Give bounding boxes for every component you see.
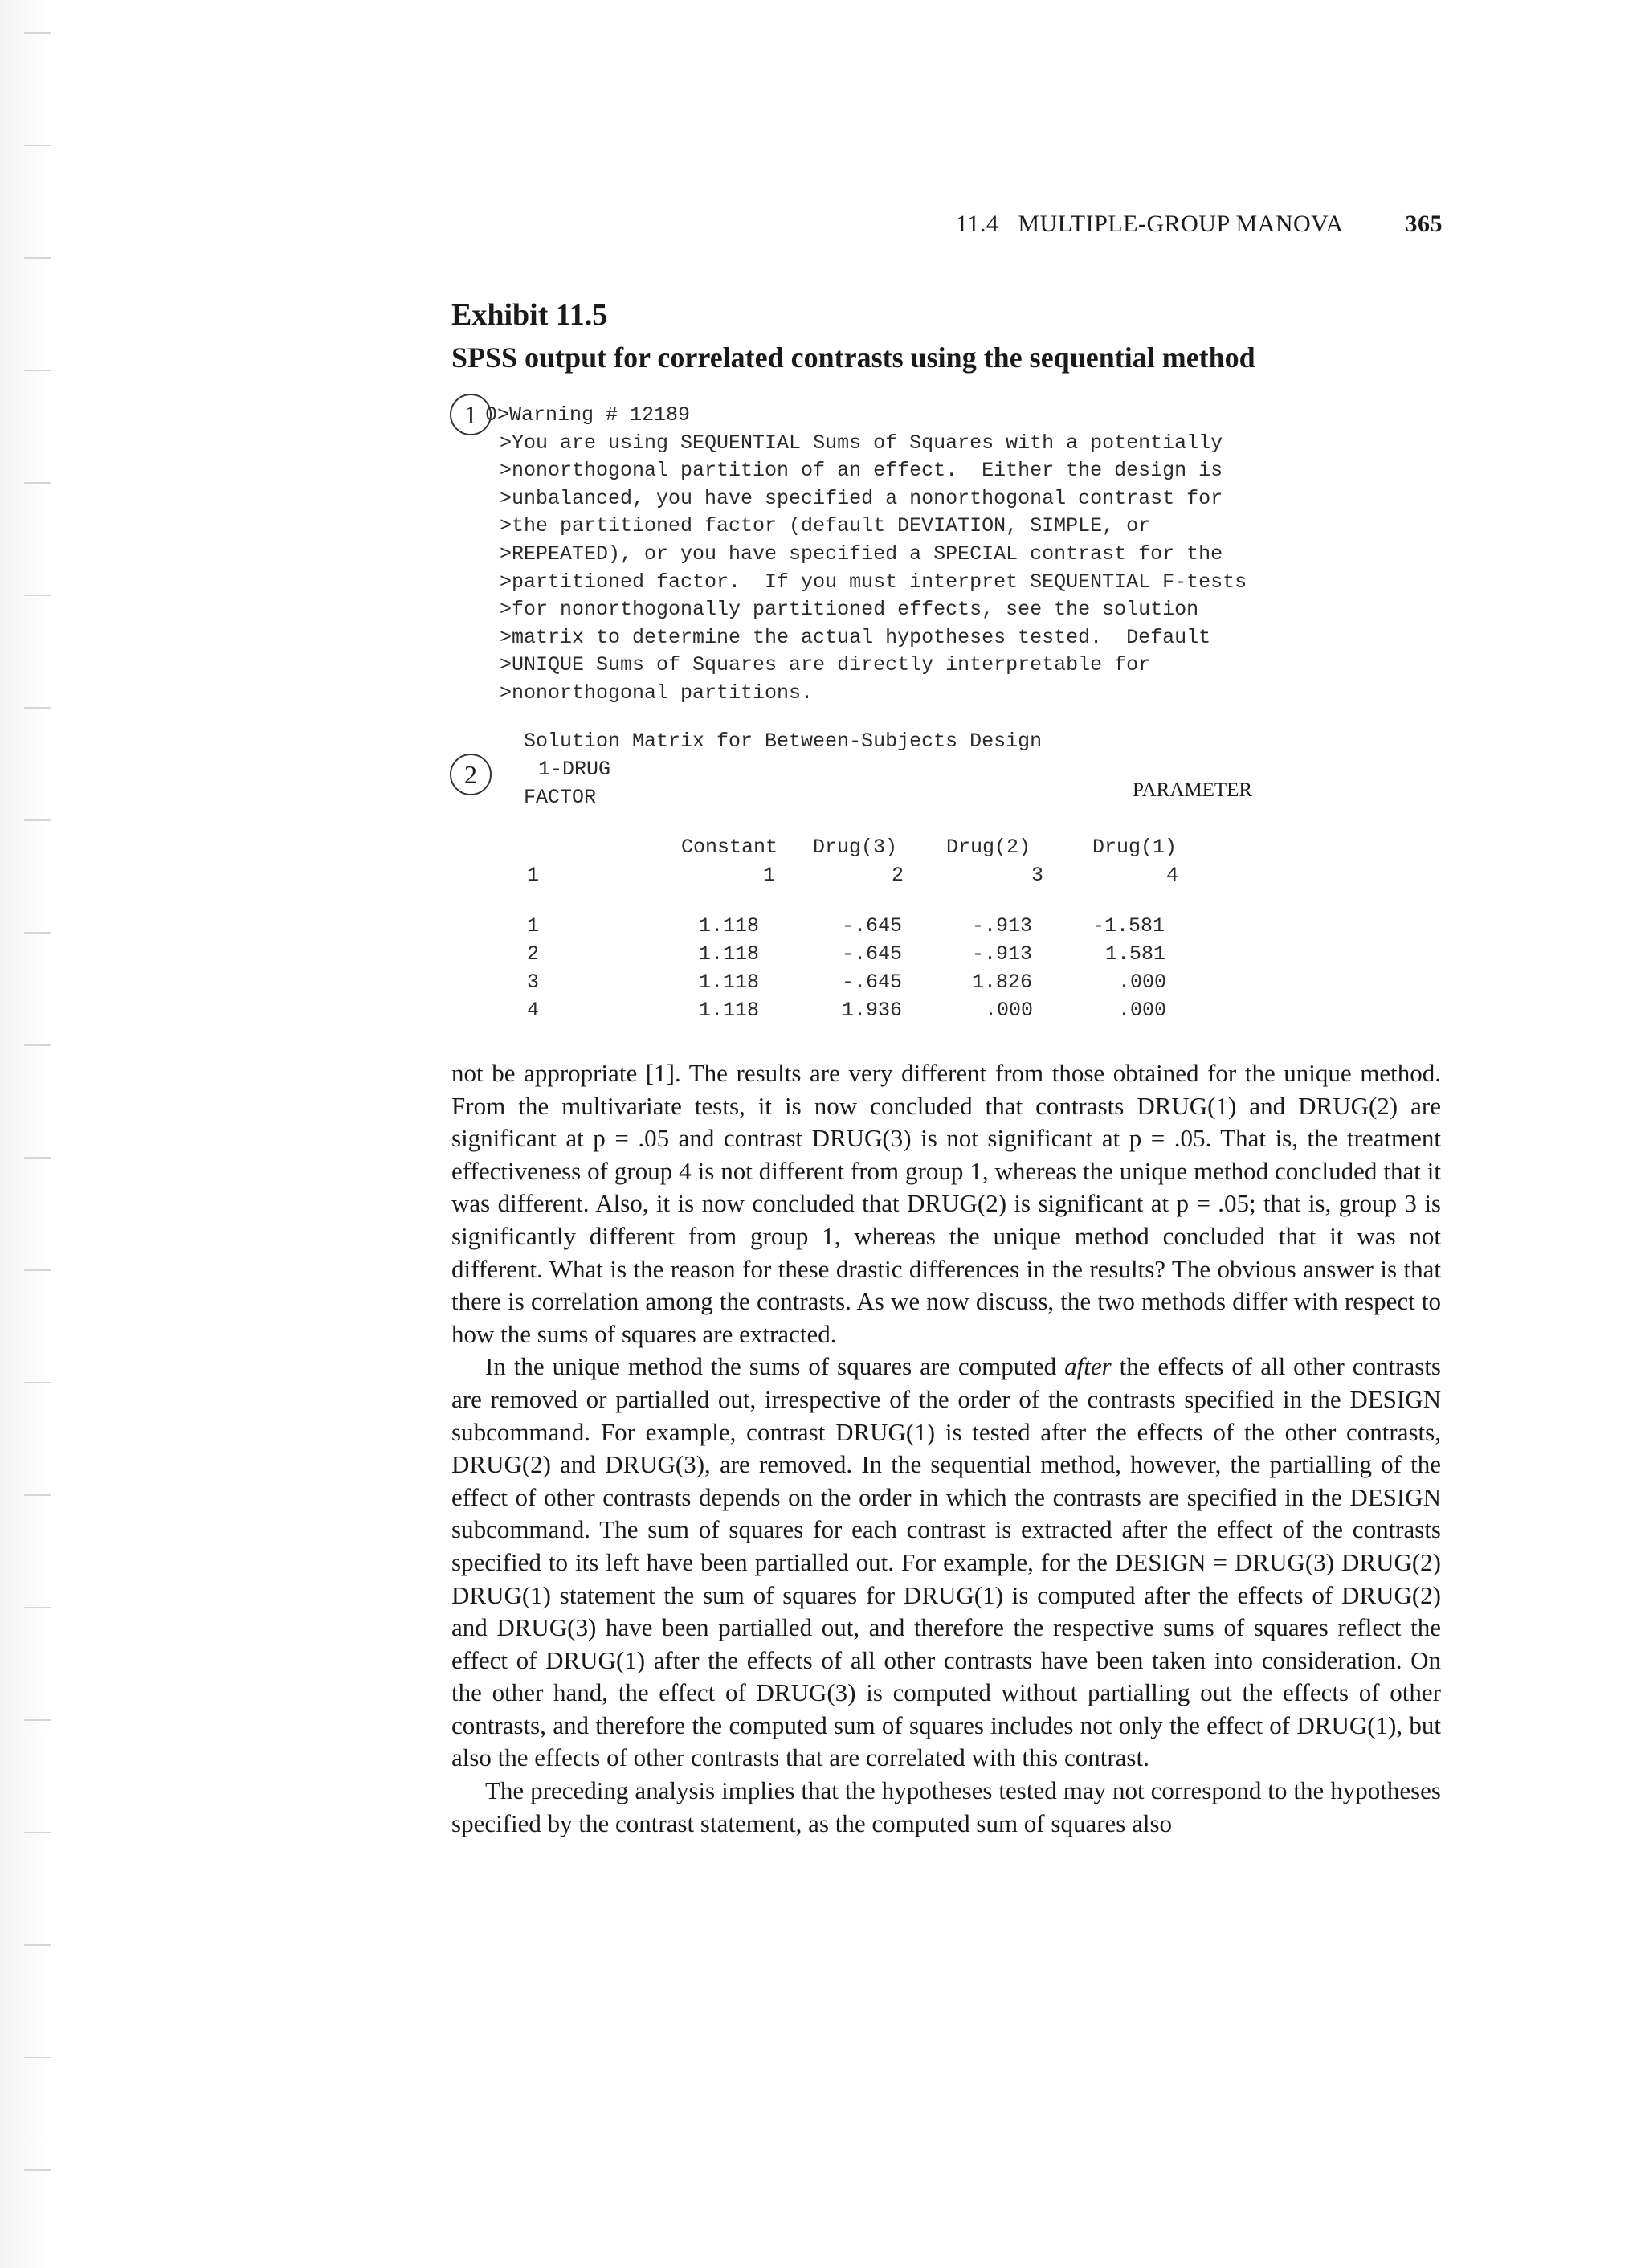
paragraph: The preceding analysis implies that the hypotheses tested may not correspond to the hypotheses specified by the contrast statement, as the computed sum of squares also xyxy=(451,1776,1441,1837)
table-cell: 1.936 xyxy=(842,999,903,1022)
paragraph: not be appropriate [1]. The results are very different from those obtained for the unique method. From the multivariate tests, it is now concluded that contrasts DRUG(1) and DRUG(2) are significant at p = .05 and contrast DRUG(3) is not significant at p = .05. That is, the treatment effectiveness of group 4 is not different from group 1, whereas the unique method concluded that it was different. Also, it is now concluded that DRUG(2) is significant at p = .05; that is, group 3 is significantly different from group 1, whereas the unique method concluded that it was not different. What is the reason for these drastic differences in the results? The obvious answer is that there is correlation among the contrasts. As we now discuss, the two methods differ with respect to how the sums of squares are extracted. xyxy=(451,1059,1441,1348)
scan-edge-mark xyxy=(24,707,51,709)
warning-line: >unbalanced, you have specified a nonorthogonal contrast for xyxy=(500,486,1223,510)
table-row xyxy=(514,942,1237,971)
table-cell: -1.581 xyxy=(1092,914,1165,938)
table-cell: 1.826 xyxy=(972,971,1033,994)
warning-line: >the partitioned factor (default DEVIATION, SIMPLE, or xyxy=(500,514,1151,538)
scan-edge-mark xyxy=(24,145,51,146)
table-cell: .000 xyxy=(1118,971,1167,994)
table-cell: .000 xyxy=(1118,999,1167,1022)
warning-line: >UNIQUE Sums of Squares are directly interpretable for xyxy=(500,653,1151,677)
factor-index: 1 xyxy=(527,864,540,887)
exhibit-title: SPSS output for correlated contrasts using the sequential method xyxy=(451,341,1255,374)
table-cell: 1 xyxy=(527,914,540,938)
scan-edge-mark xyxy=(24,370,51,371)
scan-edge-mark xyxy=(24,2057,51,2058)
table-cell: 2 xyxy=(527,942,540,966)
warning-line: >REPEATED), or you have specified a SPECIAL contrast for the xyxy=(500,541,1223,566)
warning-line: >partitioned factor. If you must interpret SEQUENTIAL F-tests xyxy=(500,570,1247,594)
spss-warning-block xyxy=(485,402,1247,708)
parameter-index: 1 xyxy=(763,864,776,887)
callout-marker-1: 1 xyxy=(450,394,492,435)
parameter-index: 4 xyxy=(1166,864,1179,887)
scan-edge-mark xyxy=(24,595,51,596)
warning-line: >matrix to determine the actual hypotheses tested. Default xyxy=(500,625,1211,649)
table-cell: -.913 xyxy=(972,942,1033,966)
solution-matrix-table xyxy=(514,836,1237,1027)
exhibit-number: Exhibit 11.5 xyxy=(451,298,608,332)
callout-marker-2: 2 xyxy=(450,754,492,795)
table-cell: .000 xyxy=(985,999,1034,1022)
table-cell: -.645 xyxy=(842,942,903,966)
column-header: Drug(2) xyxy=(946,836,1031,859)
scan-edge-mark xyxy=(24,1157,51,1159)
scan-edge-mark xyxy=(24,1719,51,1721)
scan-edge-mark xyxy=(24,482,51,484)
scan-edge-mark xyxy=(24,932,51,934)
table-cell: 1.581 xyxy=(1105,942,1166,966)
scan-edge-mark xyxy=(24,1382,51,1383)
scan-edge-mark xyxy=(24,819,51,821)
solution-factor-name: 1-DRUG xyxy=(538,758,611,781)
paragraph xyxy=(451,1351,1441,1775)
scan-edge-mark xyxy=(24,2169,51,2171)
solution-parameter-label: PARAMETER xyxy=(1133,779,1253,801)
paragraph-text: the effects of all other contrasts are removed or partialled out, irrespective of the order of the contrasts specified in the DESIGN subcommand. For example, contrast DRUG(1) is tested after the effects of the other contrasts, DRUG(2) and DRUG(3), are removed. In the sequential method, however, the partialling of the effect of other contrasts depends on the order in which the contrasts are specified in the DESIGN subcommand. The sum of squares for each contrast is extracted after the effect of the contrasts specified to its left have been partialled out. For example, for the DESIGN = DRUG(3) DRUG(2) DRUG(1) statement the sum of squares for DRUG(1) is computed after the effects of DRUG(2) and DRUG(3) have been partialled out, and therefore the respective sums of squares reflect the effect of DRUG(1) after the effects of all other contrasts have been taken into consideration. On the other hand, the effect of DRUG(3) is computed without partialling out the effects of other contrasts, and therefore the computed sum of squares includes not only the effect of DRUG(1), but also the effects of other contrasts that are correlated with this contrast. xyxy=(451,1352,1441,1772)
solution-index-row xyxy=(514,864,1237,892)
scan-edge-mark xyxy=(24,32,51,34)
table-cell: -.913 xyxy=(972,914,1033,938)
table-cell: 1.118 xyxy=(699,999,760,1022)
scan-edge-mark xyxy=(24,1044,51,1046)
scan-left-edge xyxy=(0,0,48,2268)
table-cell: -.645 xyxy=(842,914,903,938)
running-head-section: 11.4 MULTIPLE-GROUP MANOVA xyxy=(956,210,1344,237)
warning-line: >nonorthogonal partitions. xyxy=(500,680,814,705)
parameter-index: 3 xyxy=(1031,864,1044,887)
scan-edge-mark xyxy=(24,1269,51,1271)
scan-edge-mark xyxy=(24,1832,51,1833)
body-text xyxy=(451,1057,1441,1840)
page-number: 365 xyxy=(1405,210,1443,237)
table-row xyxy=(514,999,1237,1027)
warning-line: 0>Warning # 12189 xyxy=(485,403,691,427)
solution-matrix-title: Solution Matrix for Between-Subjects Design xyxy=(524,729,1043,753)
warning-line: >You are using SEQUENTIAL Sums of Squares with a potentially xyxy=(500,431,1223,455)
table-cell: -.645 xyxy=(842,971,903,994)
table-row xyxy=(514,971,1237,999)
scan-edge-mark xyxy=(24,1607,51,1608)
table-cell: 1.118 xyxy=(699,942,760,966)
solution-column-headers xyxy=(514,836,1237,864)
scan-edge-mark xyxy=(24,257,51,259)
column-header: Constant xyxy=(681,836,778,859)
solution-factor-label: FACTOR xyxy=(524,786,597,809)
column-header: Drug(3) xyxy=(813,836,898,859)
scan-edge-mark xyxy=(24,1494,51,1496)
parameter-index: 2 xyxy=(892,864,904,887)
table-cell: 3 xyxy=(527,971,540,994)
table-row xyxy=(514,914,1237,942)
warning-line: >nonorthogonal partition of an effect. Either the design is xyxy=(500,459,1223,483)
table-cell: 1.118 xyxy=(699,914,760,938)
warning-line: >for nonorthogonally partitioned effects, see the solution xyxy=(500,598,1199,622)
paragraph-text: In the unique method the sums of squares are computed xyxy=(485,1352,1065,1381)
emphasis-text: after xyxy=(1064,1352,1112,1381)
table-cell: 4 xyxy=(527,999,540,1022)
running-head xyxy=(956,210,1443,238)
table-cell: 1.118 xyxy=(699,971,760,994)
column-header: Drug(1) xyxy=(1092,836,1178,859)
scan-edge-mark xyxy=(24,1944,51,1946)
